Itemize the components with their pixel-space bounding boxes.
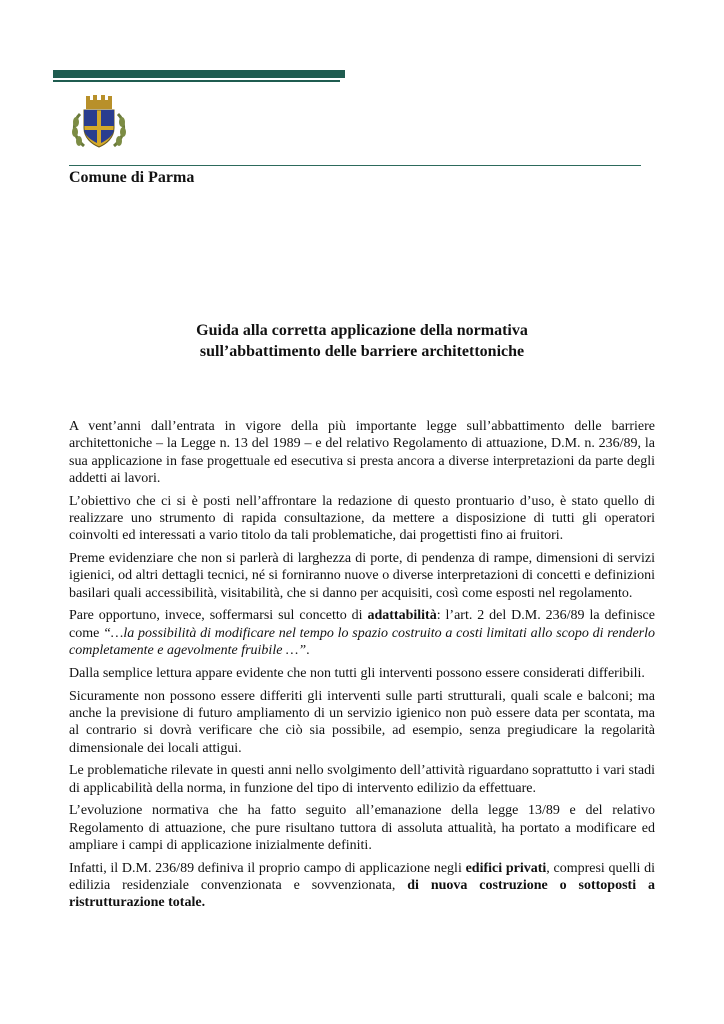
p9-text-c: , compresi quelli di edilizia residenziale convenzionata e sovvenzionata, [69, 860, 655, 894]
header-bar-thin [53, 80, 340, 82]
org-name: Comune di Parma [69, 169, 195, 186]
paragraph-7: Le problematiche rilevate in questi anni nello svolgimento dell’attività riguardano soprattutto i vari stadi di applicabilità della norma, in funzione del tipo di intervento edilizio da effettuare. [69, 763, 655, 796]
title-line-1: Guida alla corretta applicazione della normativa [196, 322, 528, 339]
paragraph-1: A vent’anni dall’entrata in vigore della più importante legge sull’abbattimento delle barriere architettoniche – la Legge n. 13 del 1989 – e del relativo Regolamento di attuazione, D.M. n. 236/89, la sua applicazione in fase progettuale ed esecutiva si presta ancora a diverse interpretazioni da parte degli addetti ai lavori. [69, 419, 655, 486]
paragraph-5: Dalla semplice lettura appare evidente che non tutti gli interventi possono essere considerati differibili. [69, 665, 645, 681]
header-bar-thick [53, 70, 345, 78]
p4-adattabilita: adattabilità [367, 608, 437, 624]
paragraph-4 [69, 607, 655, 659]
paragraph-2: L’obiettivo che ci si è posti nell’affrontare la redazione di questo prontuario d’uso, è stato quello di realizzare uno strumento di rapida consultazione, da mettere a disposizione di tutti gli operatori coinvolti ed interessati a vario titolo da tali problematiche, dai progettisti fino ai fruitori. [69, 493, 655, 544]
p4-text-e: . [306, 643, 310, 659]
paragraph-8: L’evoluzione normativa che ha fatto seguito all’emanazione della legge 13/89 e del relativo Regolamento di attuazione, che pure risultano tuttora di assoluta attualità, ha portato a modificare ed ampliare i campi di applicazione inizialmente definiti. [69, 803, 655, 854]
paragraph-3: Preme evidenziare che non si parlerà di larghezza di porte, di pendenza di rampe, dimensioni di servizi igienici, od altri dettagli tecnici, né si forniranno nuove o diverse interpretazioni di concetti e definizioni basilari quali accessibilità, visitabilità, che si danno per acquisiti, così come esposti nel regolamento. [69, 551, 655, 601]
p9-nuova-costruzione: di nuova costruzione o sottoposti a ristrutturazione totale. [69, 878, 655, 911]
paragraph-9 [69, 860, 655, 912]
parma-coat-of-arms-icon [66, 92, 132, 152]
document-title [69, 320, 655, 362]
p4-text-a: Pare opportuno, invece, soffermarsi sul concetto di [69, 608, 368, 624]
document-body [69, 418, 655, 917]
p4-text-c: : l’art. 2 del D.M. 236/89 la definisce come [69, 608, 655, 641]
p4-quote: “…la possibilità di modificare nel tempo lo spazio costruito a costi limitati allo scopo di renderlo completamente e agevolmente fruibile …” [69, 625, 655, 659]
p9-edifici-privati: edifici privati [465, 860, 547, 876]
header-rule [69, 165, 641, 166]
p9-text-a: Infatti, il D.M. 236/89 definiva il proprio campo di applicazione negli [69, 860, 466, 876]
title-line-2: sull’abbattimento delle barriere architettoniche [199, 343, 525, 360]
paragraph-6: Sicuramente non possono essere differiti gli interventi sulle parti strutturali, quali scale e balconi; ma anche la previsione di futuro ampliamento di un servizio igienico non può essere data per scontata, ma al contrario si dovrà verificare che ciò sia possibile, ad esempio, senza pregiudicare la regolarità dimensionale dei locali attigui. [69, 688, 655, 756]
